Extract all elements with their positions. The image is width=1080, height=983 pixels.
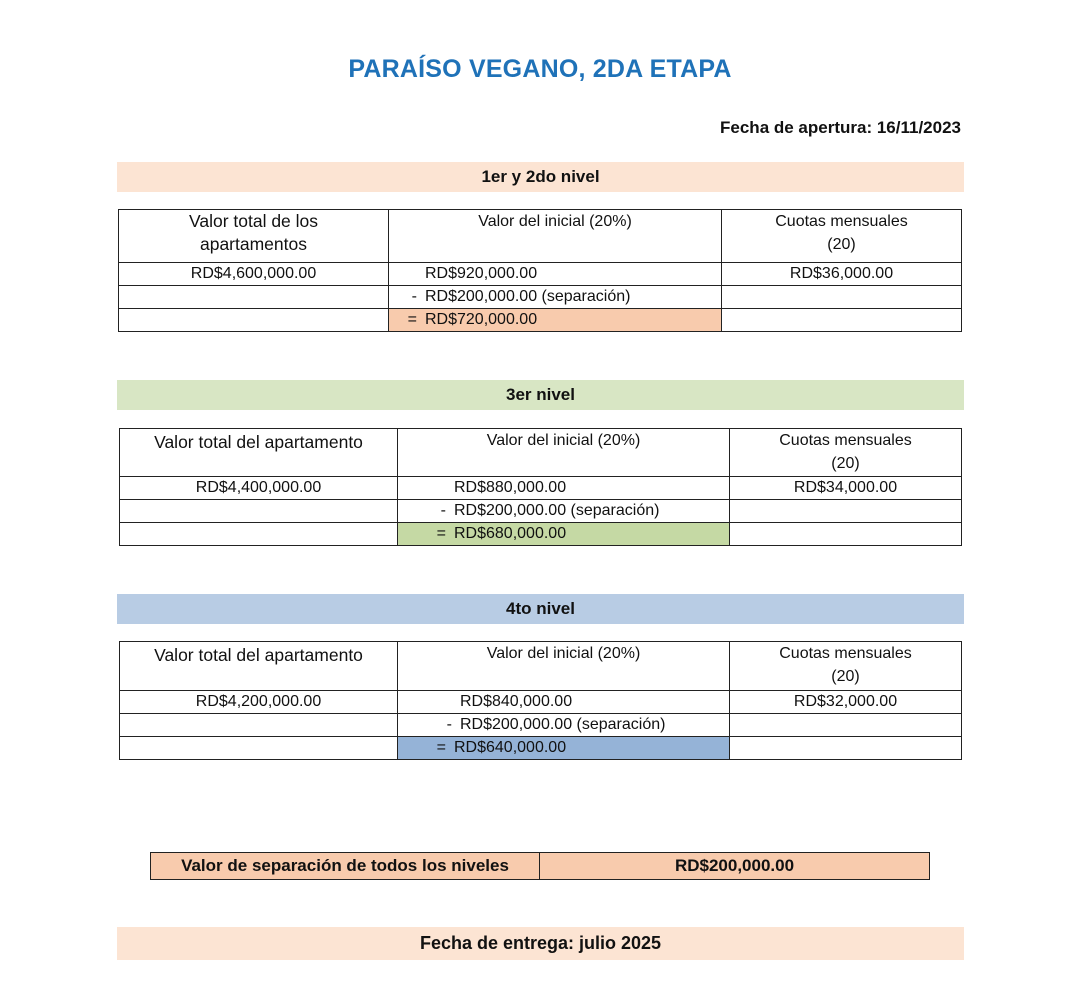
deduction-cell (398, 714, 730, 737)
equals-sign: = (407, 311, 417, 328)
page-title: PARAÍSO VEGANO, 2DA ETAPA (348, 55, 732, 83)
tier-3-heading: 4to nivel (117, 594, 964, 624)
total-value: RD$4,400,000.00 (120, 477, 398, 500)
table-row (120, 523, 962, 546)
monthly-header: Cuotas mensuales (20) (722, 210, 962, 263)
net-initial-cell (398, 523, 730, 546)
monthly-value: RD$36,000.00 (722, 263, 962, 286)
empty-cell (722, 309, 962, 332)
monthly-header: Cuotas mensuales (20) (730, 429, 962, 477)
opening-date: Fecha de apertura: 16/11/2023 (720, 118, 961, 137)
delivery-date: Fecha de entrega: julio 2025 (117, 927, 964, 960)
tier-3-table (119, 641, 962, 760)
separation-table (150, 852, 930, 880)
tier-2-heading: 3er nivel (117, 380, 964, 410)
minus-sign: - (411, 288, 417, 305)
table-row (120, 691, 962, 714)
initial-cell (398, 477, 730, 500)
initial-value: RD$840,000.00 (460, 693, 573, 710)
initial-header: Valor del inicial (20%) (389, 210, 722, 263)
initial-header: Valor del inicial (20%) (398, 642, 730, 691)
separation-deduction: RD$200,000.00 (separación) (460, 716, 666, 733)
table-row (119, 263, 962, 286)
net-initial-value: RD$680,000.00 (454, 525, 567, 542)
initial-cell (398, 691, 730, 714)
net-initial-cell (389, 309, 722, 332)
net-initial-cell (398, 737, 730, 760)
table-header-row (119, 210, 962, 263)
table-row (120, 477, 962, 500)
empty-cell (120, 523, 398, 546)
equals-sign: = (436, 739, 446, 756)
equals-sign: = (436, 525, 446, 542)
empty-cell (120, 500, 398, 523)
total-value: RD$4,600,000.00 (119, 263, 389, 286)
minus-sign: - (440, 502, 446, 519)
empty-cell (730, 714, 962, 737)
tier-1-table (118, 209, 962, 332)
table-row (120, 500, 962, 523)
minus-sign: - (446, 716, 452, 733)
empty-cell (119, 286, 389, 309)
separation-label: Valor de separación de todos los niveles (151, 853, 540, 880)
empty-cell (120, 737, 398, 760)
empty-cell (730, 737, 962, 760)
separation-value: RD$200,000.00 (540, 853, 930, 880)
empty-cell (119, 309, 389, 332)
monthly-value: RD$34,000.00 (730, 477, 962, 500)
total-value-header: Valor total del apartamento (120, 642, 398, 691)
initial-value: RD$880,000.00 (454, 479, 567, 496)
initial-header: Valor del inicial (20%) (398, 429, 730, 477)
tier-2-table (119, 428, 962, 546)
table-row (119, 286, 962, 309)
table-row (120, 737, 962, 760)
empty-cell (722, 286, 962, 309)
monthly-value: RD$32,000.00 (730, 691, 962, 714)
table-header-row (120, 642, 962, 691)
total-value-header: Valor total del apartamento (120, 429, 398, 477)
tier-1-heading: 1er y 2do nivel (117, 162, 964, 192)
table-row (120, 714, 962, 737)
net-initial-value: RD$720,000.00 (425, 311, 538, 328)
separation-deduction: RD$200,000.00 (separación) (425, 288, 631, 305)
empty-cell (730, 523, 962, 546)
table-row (119, 309, 962, 332)
initial-cell (389, 263, 722, 286)
total-value: RD$4,200,000.00 (120, 691, 398, 714)
separation-deduction: RD$200,000.00 (separación) (454, 502, 660, 519)
deduction-cell (389, 286, 722, 309)
total-value-header: Valor total de los apartamentos (119, 210, 389, 263)
table-header-row (120, 429, 962, 477)
monthly-header: Cuotas mensuales (20) (730, 642, 962, 691)
initial-value: RD$920,000.00 (425, 265, 538, 282)
net-initial-value: RD$640,000.00 (454, 739, 567, 756)
deduction-cell (398, 500, 730, 523)
empty-cell (730, 500, 962, 523)
empty-cell (120, 714, 398, 737)
